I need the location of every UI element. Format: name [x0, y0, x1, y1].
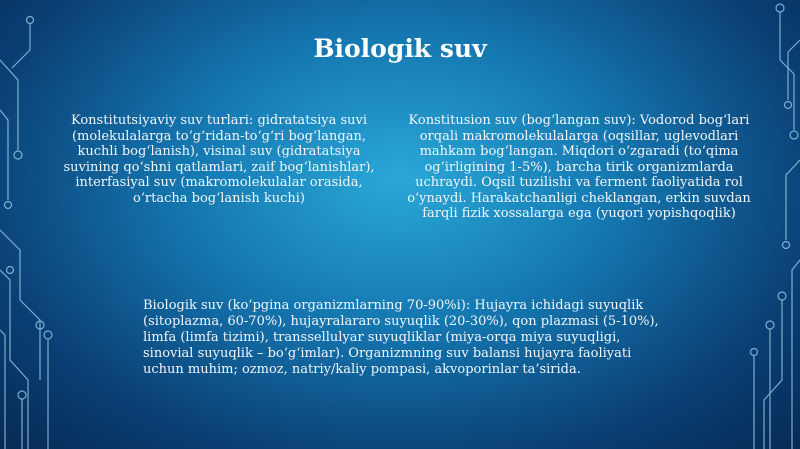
left-text-block: Konstitutsiyaviy suv turlari: gidratatsiya suvi (molekulalarga to‘g‘ridan-to‘g‘ri bog‘langan, kuchli bog‘lanish), visinal suv (gidratatsiya suvining qo‘shni qatlamlari, zaif bog‘lanishlar), interfasiyal suv (makromolekulalar orasida, o‘rtacha bog‘lanish kuchi)	[63, 113, 375, 206]
circuit-decoration-right	[730, 0, 800, 449]
right-text-block: Konstitusion suv (bog‘langan suv): Vodorod bog‘lari orqali makromolekulalarga (oqsillar, uglevodlari mahkam bog‘langan. Miqdori o‘zgaradi (to‘qima og‘irligining 1-5%), barcha tirik organizmlarda uchraydi. Oqsil tuzilishi va ferment faoliyatida rol o‘ynaydi. Harakatchanligi cheklangan, erkin suvdan farqli fizik xossalarga ega (yuqori yopishqoqlik)	[407, 113, 751, 221]
circuit-decoration-left	[0, 0, 70, 449]
slide-title: Biologik suv	[313, 34, 487, 63]
bottom-text-block: Biologik suv (ko‘pgina organizmlarning 70-90%i): Hujayra ichidagi suyuqlik (sitoplazma, 60-70%), hujayralararo suyuqlik (20-30%), qon plazmasi (5-10%), limfa (limfa tizimi), transsellulyar suyuqliklar (miya-orqa miya suyuqligi, sinovial suyuqlik – bo‘g‘imlar). Organizmning suv balansi hujayra faoliyati uchun muhim; ozmoz, natriy/kaliy pompasi, akvoporinlar ta’sirida.	[143, 298, 659, 377]
